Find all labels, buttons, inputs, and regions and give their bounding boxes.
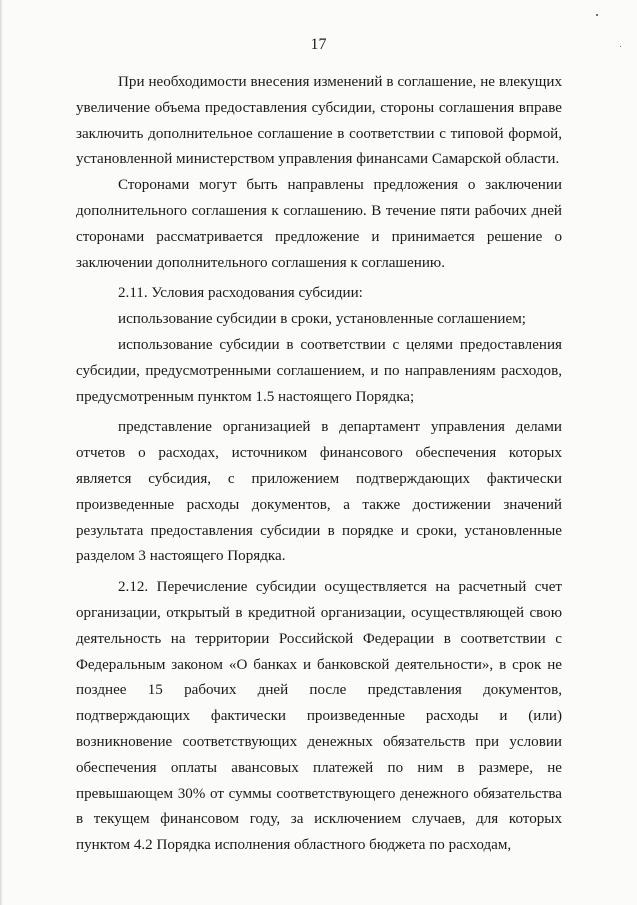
scan-speck xyxy=(620,46,621,47)
paragraph-reporting: представление организацией в департамент управления делами отчетов о расходах, источником финансового обеспечения которых является субсидия, с приложением подтверждающих фактически произведенные расходы документов, а также достижении значений результата предоставления субсидии в порядке и сроки, установленные разделом 3 настоящего Порядка. xyxy=(76,419,562,565)
paragraph-amendment-conditions: При необходимости внесения изменений в соглашение, не влекущих увеличение объема предоставления субсидии, стороны соглашения вправе заключить дополнительное соглашение в соответствии с типовой формой, установленной министерством управления финансами Самарской области. xyxy=(76,74,562,168)
section-2-12-transfer: 2.12. Перечисление субсидии осуществляется на расчетный счет организации, открытый в кредитной организации, осуществляющей свою деятельность на территории Российской Федерации в соответствии с Федеральным законом «О банках и банковской деятельности», в срок не позднее 15 рабочих дней после представления документов, подтверждающих фактически произведенные расходы и (или) возникновение соответствующих денежных обязательств при условии обеспечения оплаты авансовых платежей по ним в размере, не превышающем 30% от суммы соответствующего денежного обязательства в текущем финансовом году, за исключением случаев, для которых пунктом 4.2 Порядка исполнения областного бюджета по расходам, xyxy=(76,579,562,854)
scan-edge-shadow xyxy=(0,0,3,905)
section-2-11-heading: 2.11. Условия расходования субсидии: xyxy=(118,285,363,302)
document-body xyxy=(76,70,562,859)
paragraph-usage-purposes: использование субсидии в соответствии с целями предоставления субсидии, предусмотренными соглашением, и по направлениям расходов, предусмотренным пунктом 1.5 настоящего Порядка; xyxy=(76,336,562,405)
page-number: 17 xyxy=(310,36,327,53)
paragraph-proposals: Сторонами могут быть направлены предложения о заключении дополнительного соглашения к соглашению. В течение пяти рабочих дней сторонами рассматривается предложение и принимается решение о заключении дополнительного соглашения к соглашению. xyxy=(76,177,562,271)
paragraph-usage-terms: использование субсидии в сроки, установленные соглашением; xyxy=(118,311,526,328)
scan-speck xyxy=(596,14,598,16)
